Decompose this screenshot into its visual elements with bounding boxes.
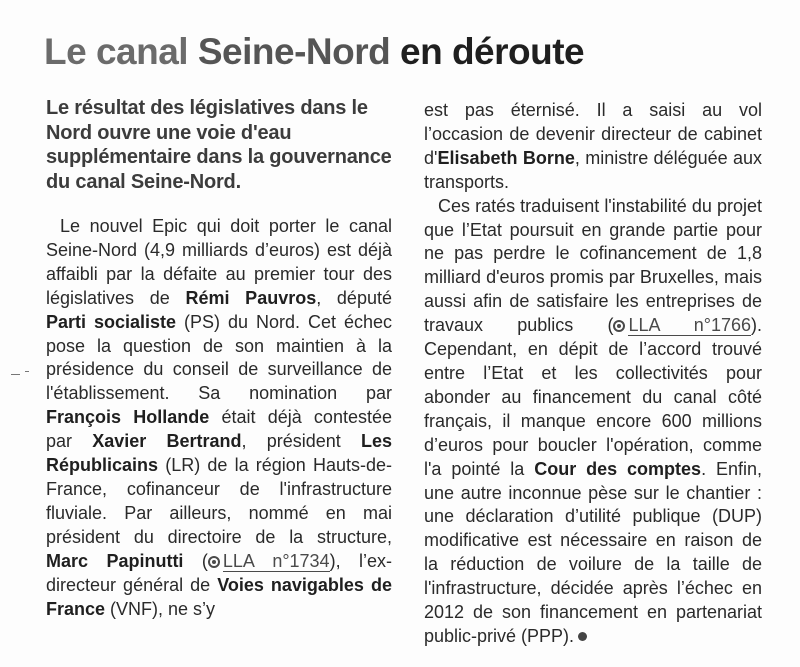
text-run: (VNF), ne s’y	[105, 598, 216, 619]
text-run: , député	[316, 287, 392, 308]
title-part-2: Seine-Nord	[197, 31, 391, 72]
person-francois-hollande: François Hollande	[46, 407, 210, 428]
text-run: (PS) du Nord. Cet échec pose la question de son maintien à la présidence du conseil de surveillance de l'établissement. Sa nomination par	[46, 311, 392, 404]
text-run: était déjà contestée par	[46, 407, 392, 452]
title-part-3: en déroute	[390, 31, 585, 72]
text-run: (LR) de la région Hauts-de-France, cofinanceur de l'infrastructure fluviale. Par ailleurs, nommé en mai président du directoire de la structure,	[46, 455, 392, 547]
reference-label: LLA n°1766	[628, 315, 751, 336]
title-part-1: Le canal	[44, 31, 198, 72]
reference-label: LLA n°1734	[222, 550, 330, 571]
person-elisabeth-borne: Elisabeth Borne	[437, 147, 575, 168]
end-of-article-icon	[578, 632, 587, 641]
body-paragraph-1	[46, 215, 392, 621]
article-title	[44, 30, 584, 74]
lla-reference-link[interactable]	[208, 551, 330, 571]
reference-icon	[208, 556, 220, 568]
text-run: est pas éternisé. Il a saisi au vol l’occasion de devenir directeur de cabinet d'	[424, 100, 762, 168]
text-run: ), l’ex-directeur général de	[46, 550, 392, 595]
person-marc-papinutti: Marc Papinutti	[46, 550, 184, 571]
person-xavier-bertrand: Xavier Bertrand	[92, 431, 242, 452]
text-run: , président	[241, 431, 361, 452]
body-paragraph-1-continued	[424, 99, 762, 195]
text-run: , ministre déléguée aux transports.	[424, 147, 763, 192]
org-vnf: Voies navigables de France	[46, 574, 392, 619]
reference-icon	[613, 320, 625, 332]
party-ps: Parti socialiste	[46, 311, 177, 332]
scan-speck	[11, 374, 20, 375]
lla-reference-link[interactable]	[613, 315, 751, 335]
text-run: . Enfin, une autre inconnue pèse sur le chantier : une déclaration d’utilité publique (DUP) modificative est nécessaire en raison de la réduction de voilure de la taille de l'infrastructure, décidée après l’échec en 2012 de son financement en partenariat public-privé (PPP).	[424, 458, 762, 646]
text-run: Le nouvel Epic qui doit porter le canal Seine-Nord (4,9 milliards d’euros) est déjà affaibli par la défaite au premier tour des législatives de	[46, 216, 392, 308]
text-run: Ces ratés traduisent l'instabilité du projet que l’Etat poursuit en grande partie pour ne pas perdre le cofinancement de 1,8 milliard d'euros promis par Bruxelles, mais aussi afin de satisfaire les entreprises de travaux publics (	[424, 195, 762, 336]
party-lr: Les Républicains	[46, 431, 392, 476]
right-column	[424, 99, 762, 649]
left-column	[46, 96, 392, 621]
body-paragraph-2	[424, 195, 762, 649]
person-remi-pauvros: Rémi Pauvros	[185, 287, 317, 308]
text-run: (	[183, 550, 208, 571]
scan-speck	[25, 371, 29, 372]
text-run: ). Cependant, en dépit de l’accord trouvé entre l’Etat et les collectivités pour abonder au financement du canal côté français, il manque encore 600 millions d’euros pour boucler l'opération, comme l'a pointé la	[424, 315, 762, 479]
org-cour-des-comptes: Cour des comptes	[534, 458, 702, 479]
article-lede: Le résultat des législatives dans le Nord ouvre une voie d'eau supplémentaire dans la gouvernance du canal Seine-Nord.	[46, 97, 392, 193]
